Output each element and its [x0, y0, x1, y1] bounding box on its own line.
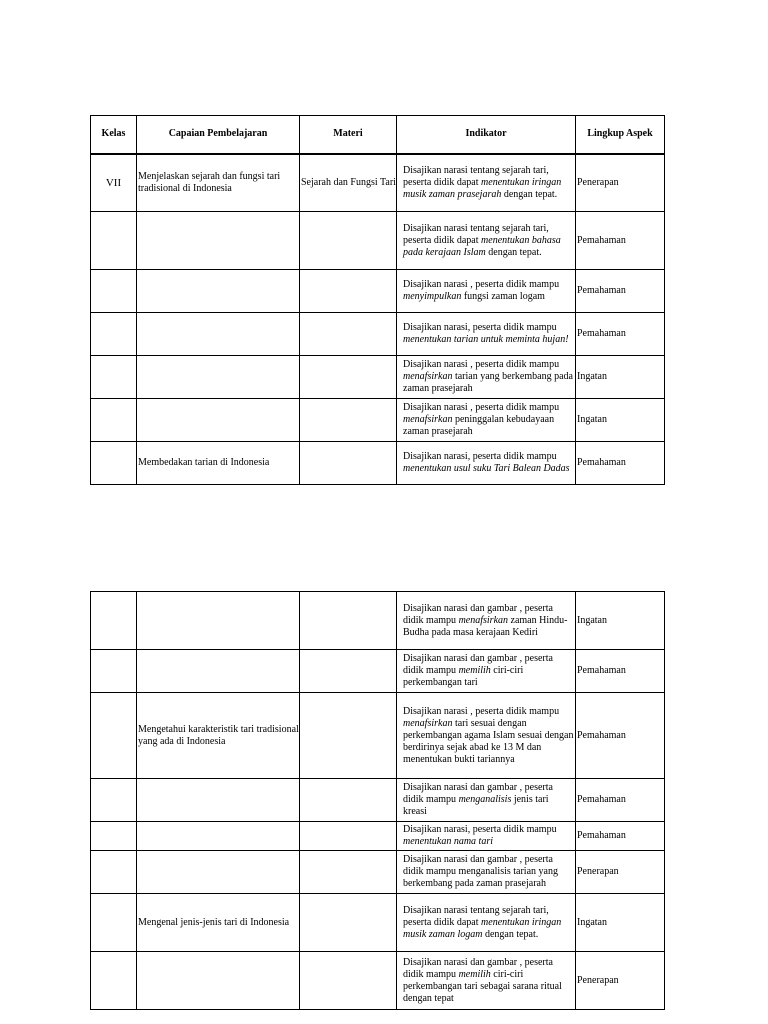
- capaian-cell: [137, 952, 300, 1010]
- indikator-cell: [397, 952, 576, 1010]
- kelas-cell: [91, 442, 137, 485]
- indikator-emphasis: menafsirkan: [403, 717, 453, 729]
- assessment-table-1: [90, 115, 665, 485]
- capaian-cell: Menjelaskan sejarah dan fungsi tari tradisional di Indonesia: [137, 154, 300, 212]
- table-row: [91, 154, 665, 212]
- indikator-cell: [397, 154, 576, 212]
- indikator-cell: [397, 442, 576, 485]
- aspek-cell: Pemahaman: [576, 313, 665, 356]
- kelas-cell: [91, 650, 137, 693]
- indikator-cell: [397, 650, 576, 693]
- capaian-cell: [137, 399, 300, 442]
- indikator-text: Disajikan narasi tentang sejarah tari, peserta didik dapat: [403, 904, 549, 928]
- kelas-cell: [91, 212, 137, 270]
- indikator-emphasis: menafsirkan: [458, 614, 509, 626]
- indikator-cell: [397, 693, 576, 779]
- kelas-cell: [91, 270, 137, 313]
- capaian-cell: [137, 592, 300, 650]
- indikator-text: Disajikan narasi , peserta didik mampu: [403, 402, 560, 413]
- indikator-text-end: dengan tepat.: [482, 928, 539, 940]
- capaian-cell: Mengetahui karakteristik tari tradisional yang ada di Indonesia: [137, 693, 300, 779]
- indikator-cell: [397, 822, 576, 851]
- aspek-cell: Ingatan: [576, 894, 665, 952]
- table-row: [91, 356, 665, 399]
- indikator-text: Disajikan narasi dan gambar , peserta didik mampu: [403, 653, 553, 676]
- table-row: [91, 592, 665, 650]
- indikator-cell: [397, 779, 576, 822]
- indikator-cell: [397, 894, 576, 952]
- materi-cell: [300, 693, 397, 779]
- materi-cell: [300, 442, 397, 485]
- indikator-text: Disajikan narasi , peserta didik mampu: [403, 359, 560, 370]
- materi-cell: [300, 356, 397, 399]
- indikator-cell: [397, 399, 576, 442]
- indikator-emphasis: menganalisis: [458, 794, 512, 805]
- kelas-cell: [91, 313, 137, 356]
- table-row: [91, 693, 665, 779]
- indikator-text: Disajikan narasi , peserta didik mampu: [403, 705, 560, 717]
- indikator-emphasis: menentukan iringan musik zaman prasejarah: [403, 176, 562, 200]
- header-lingkup-aspek: Lingkup Aspek: [576, 116, 665, 154]
- table-row: [91, 313, 665, 356]
- materi-cell: [300, 212, 397, 270]
- aspek-cell: Pemahaman: [576, 650, 665, 693]
- indikator-text-end: ciri-ciri perkembangan tari sebagai sarana ritual dengan tepat: [403, 968, 562, 1004]
- table-row: [91, 650, 665, 693]
- table-row: [91, 894, 665, 952]
- indikator-text: Disajikan narasi, peserta didik mampu: [403, 451, 557, 462]
- capaian-cell: [137, 779, 300, 822]
- capaian-cell: [137, 270, 300, 313]
- kelas-cell: [91, 779, 137, 822]
- header-capaian: Capaian Pembelajaran: [137, 116, 300, 154]
- materi-cell: [300, 952, 397, 1010]
- materi-cell: [300, 851, 397, 894]
- kelas-cell: [91, 592, 137, 650]
- indikator-text: Disajikan narasi, peserta didik mampu: [403, 322, 557, 333]
- kelas-cell: [91, 894, 137, 952]
- aspek-cell: Pemahaman: [576, 212, 665, 270]
- indikator-cell: [397, 212, 576, 270]
- indikator-text: Disajikan narasi tentang sejarah tari, peserta didik dapat: [403, 164, 549, 188]
- materi-cell: [300, 779, 397, 822]
- table-row: [91, 952, 665, 1010]
- materi-cell: [300, 270, 397, 313]
- table-row: [91, 822, 665, 851]
- header-indikator: Indikator: [397, 116, 576, 154]
- capaian-cell: [137, 356, 300, 399]
- indikator-emphasis: menentukan nama tari: [403, 836, 493, 847]
- indikator-emphasis: menentukan tarian untuk meminta hujan!: [403, 334, 569, 345]
- indikator-text-end: dengan tepat.: [485, 246, 542, 258]
- indikator-text-end: jenis tari kreasi: [403, 794, 549, 817]
- table-row: [91, 270, 665, 313]
- table-header-row: [91, 116, 665, 154]
- indikator-text: Disajikan narasi dan gambar , peserta didik mampu: [403, 956, 553, 980]
- indikator-text-end: peninggalan kebudayaan zaman prasejarah: [403, 414, 555, 437]
- kelas-cell: VII: [91, 154, 137, 212]
- indikator-text-end: tarian yang berkembang pada zaman prasejarah: [403, 371, 573, 394]
- table-row: [91, 399, 665, 442]
- indikator-cell: [397, 851, 576, 894]
- table-row: [91, 779, 665, 822]
- capaian-cell: [137, 212, 300, 270]
- aspek-cell: Pemahaman: [576, 822, 665, 851]
- aspek-cell: Ingatan: [576, 592, 665, 650]
- materi-cell: [300, 650, 397, 693]
- indikator-text: Disajikan narasi dan gambar , peserta didik mampu menganalisis tarian yang berkembang pada zaman prasejarah: [403, 854, 558, 889]
- aspek-cell: Pemahaman: [576, 442, 665, 485]
- aspek-cell: Penerapan: [576, 154, 665, 212]
- indikator-cell: [397, 313, 576, 356]
- materi-cell: [300, 592, 397, 650]
- capaian-cell: [137, 313, 300, 356]
- kelas-cell: [91, 356, 137, 399]
- indikator-text: Disajikan narasi, peserta didik mampu: [403, 824, 557, 835]
- indikator-emphasis: menentukan iringan musik zaman logam: [403, 916, 562, 940]
- indikator-text-end: dengan tepat.: [501, 188, 558, 200]
- aspek-cell: Penerapan: [576, 851, 665, 894]
- indikator-emphasis: menyimpulkan: [403, 291, 462, 302]
- indikator-text-end: ciri-ciri perkembangan tari: [403, 665, 524, 688]
- indikator-text: Disajikan narasi tentang sejarah tari, peserta didik dapat: [403, 222, 549, 246]
- indikator-cell: [397, 592, 576, 650]
- capaian-cell: [137, 650, 300, 693]
- indikator-text-end: tari sesuai dengan perkembangan agama Islam sesuai dengan berdirinya sejak abad ke 13 M dan menentukan bukti tariannya: [403, 717, 574, 765]
- materi-cell: [300, 894, 397, 952]
- aspek-cell: Pemahaman: [576, 693, 665, 779]
- indikator-text-end: fungsi zaman logam: [461, 291, 545, 302]
- aspek-cell: Pemahaman: [576, 270, 665, 313]
- kelas-cell: [91, 851, 137, 894]
- header-kelas: Kelas: [91, 116, 137, 154]
- materi-cell: [300, 313, 397, 356]
- indikator-text: Disajikan narasi dan gambar , peserta didik mampu: [403, 782, 553, 805]
- kelas-cell: [91, 822, 137, 851]
- table-row: [91, 212, 665, 270]
- indikator-text: Disajikan narasi , peserta didik mampu: [403, 279, 560, 290]
- indikator-emphasis: menafsirkan: [403, 371, 453, 382]
- materi-cell: [300, 399, 397, 442]
- indikator-cell: [397, 356, 576, 399]
- materi-cell: Sejarah dan Fungsi Tari: [300, 154, 397, 212]
- aspek-cell: Penerapan: [576, 952, 665, 1010]
- capaian-cell: Membedakan tarian di Indonesia: [137, 442, 300, 485]
- table-row: [91, 851, 665, 894]
- capaian-cell: Mengenal jenis-jenis tari di Indonesia: [137, 894, 300, 952]
- indikator-text-end: zaman Hindu-Budha pada masa kerajaan Kediri: [403, 614, 568, 638]
- indikator-cell: [397, 270, 576, 313]
- indikator-emphasis: menentukan bahasa pada kerajaan Islam: [403, 234, 561, 258]
- indikator-text: Disajikan narasi dan gambar , peserta didik mampu: [403, 602, 553, 626]
- materi-cell: [300, 822, 397, 851]
- table-row: [91, 442, 665, 485]
- header-materi: Materi: [300, 116, 397, 154]
- capaian-cell: [137, 851, 300, 894]
- aspek-cell: Ingatan: [576, 399, 665, 442]
- aspek-cell: Ingatan: [576, 356, 665, 399]
- indikator-emphasis: menafsirkan: [403, 414, 453, 425]
- indikator-emphasis: memilih: [458, 665, 491, 676]
- kelas-cell: [91, 399, 137, 442]
- kelas-cell: [91, 952, 137, 1010]
- assessment-table-2: [90, 591, 665, 1010]
- indikator-emphasis: menentukan usul suku Tari Balean Dadas: [403, 463, 570, 474]
- indikator-emphasis: memilih: [458, 968, 491, 980]
- kelas-cell: [91, 693, 137, 779]
- capaian-cell: [137, 822, 300, 851]
- aspek-cell: Pemahaman: [576, 779, 665, 822]
